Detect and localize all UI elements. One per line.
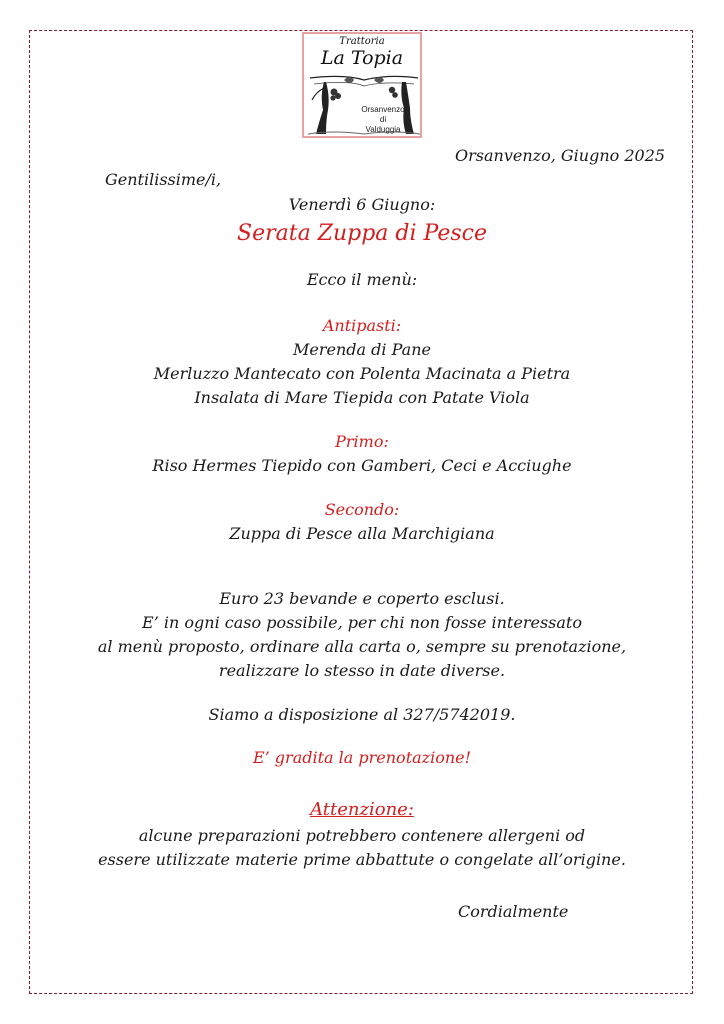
menu-item: Insalata di Mare Tiepida con Patate Viola [194,388,530,407]
secondo-heading: Secondo: [324,500,400,519]
warning-line: essere utilizzate materie prime abbattute o congelate all’origine. [98,850,626,869]
price-line: realizzare lo stesso in date diverse. [218,661,506,680]
price-line: al menù proposto, ordinare alla carta o, sempre su prenotazione, [97,637,627,656]
booking-note: E’ gradita la prenotazione! [252,748,472,767]
price-line: E’ in ogni caso possibile, per chi non fosse interessato [142,613,582,632]
closing: Cordialmente [458,902,569,921]
primo-heading: Primo: [335,432,389,451]
menu-item: Merluzzo Mantecato con Polenta Macinata a Pietra [153,364,571,383]
menu-intro: Ecco il menù: [306,270,418,289]
logo-name: La Topia [320,47,404,69]
greeting: Gentilissime/i, [105,170,222,189]
menu-item: Riso Hermes Tiepido con Gamberi, Ceci e Acciughe [152,456,572,475]
logo-subtitle: Trattoria [339,36,385,47]
menu-item: Merenda di Pane [293,340,431,359]
antipasti-heading: Antipasti: [322,316,402,335]
price-line: Euro 23 bevande e coperto esclusi. [219,589,505,608]
event-date: Venerdì 6 Giugno: [288,195,436,214]
warning-line: alcune preparazioni potrebbero contenere allergeni od [138,826,586,845]
warning-heading: Attenzione: [310,799,414,820]
trattoria-logo [302,32,422,138]
place-date: Orsanvenzo, Giugno 2025 [455,146,666,165]
contact-phone: Siamo a disposizione al 327/5742019. [208,705,516,724]
logo-town: Orsanvenzo di Valduggia [361,105,405,134]
event-title: Serata Zuppa di Pesce [237,221,487,246]
menu-item: Zuppa di Pesce alla Marchigiana [229,524,495,543]
